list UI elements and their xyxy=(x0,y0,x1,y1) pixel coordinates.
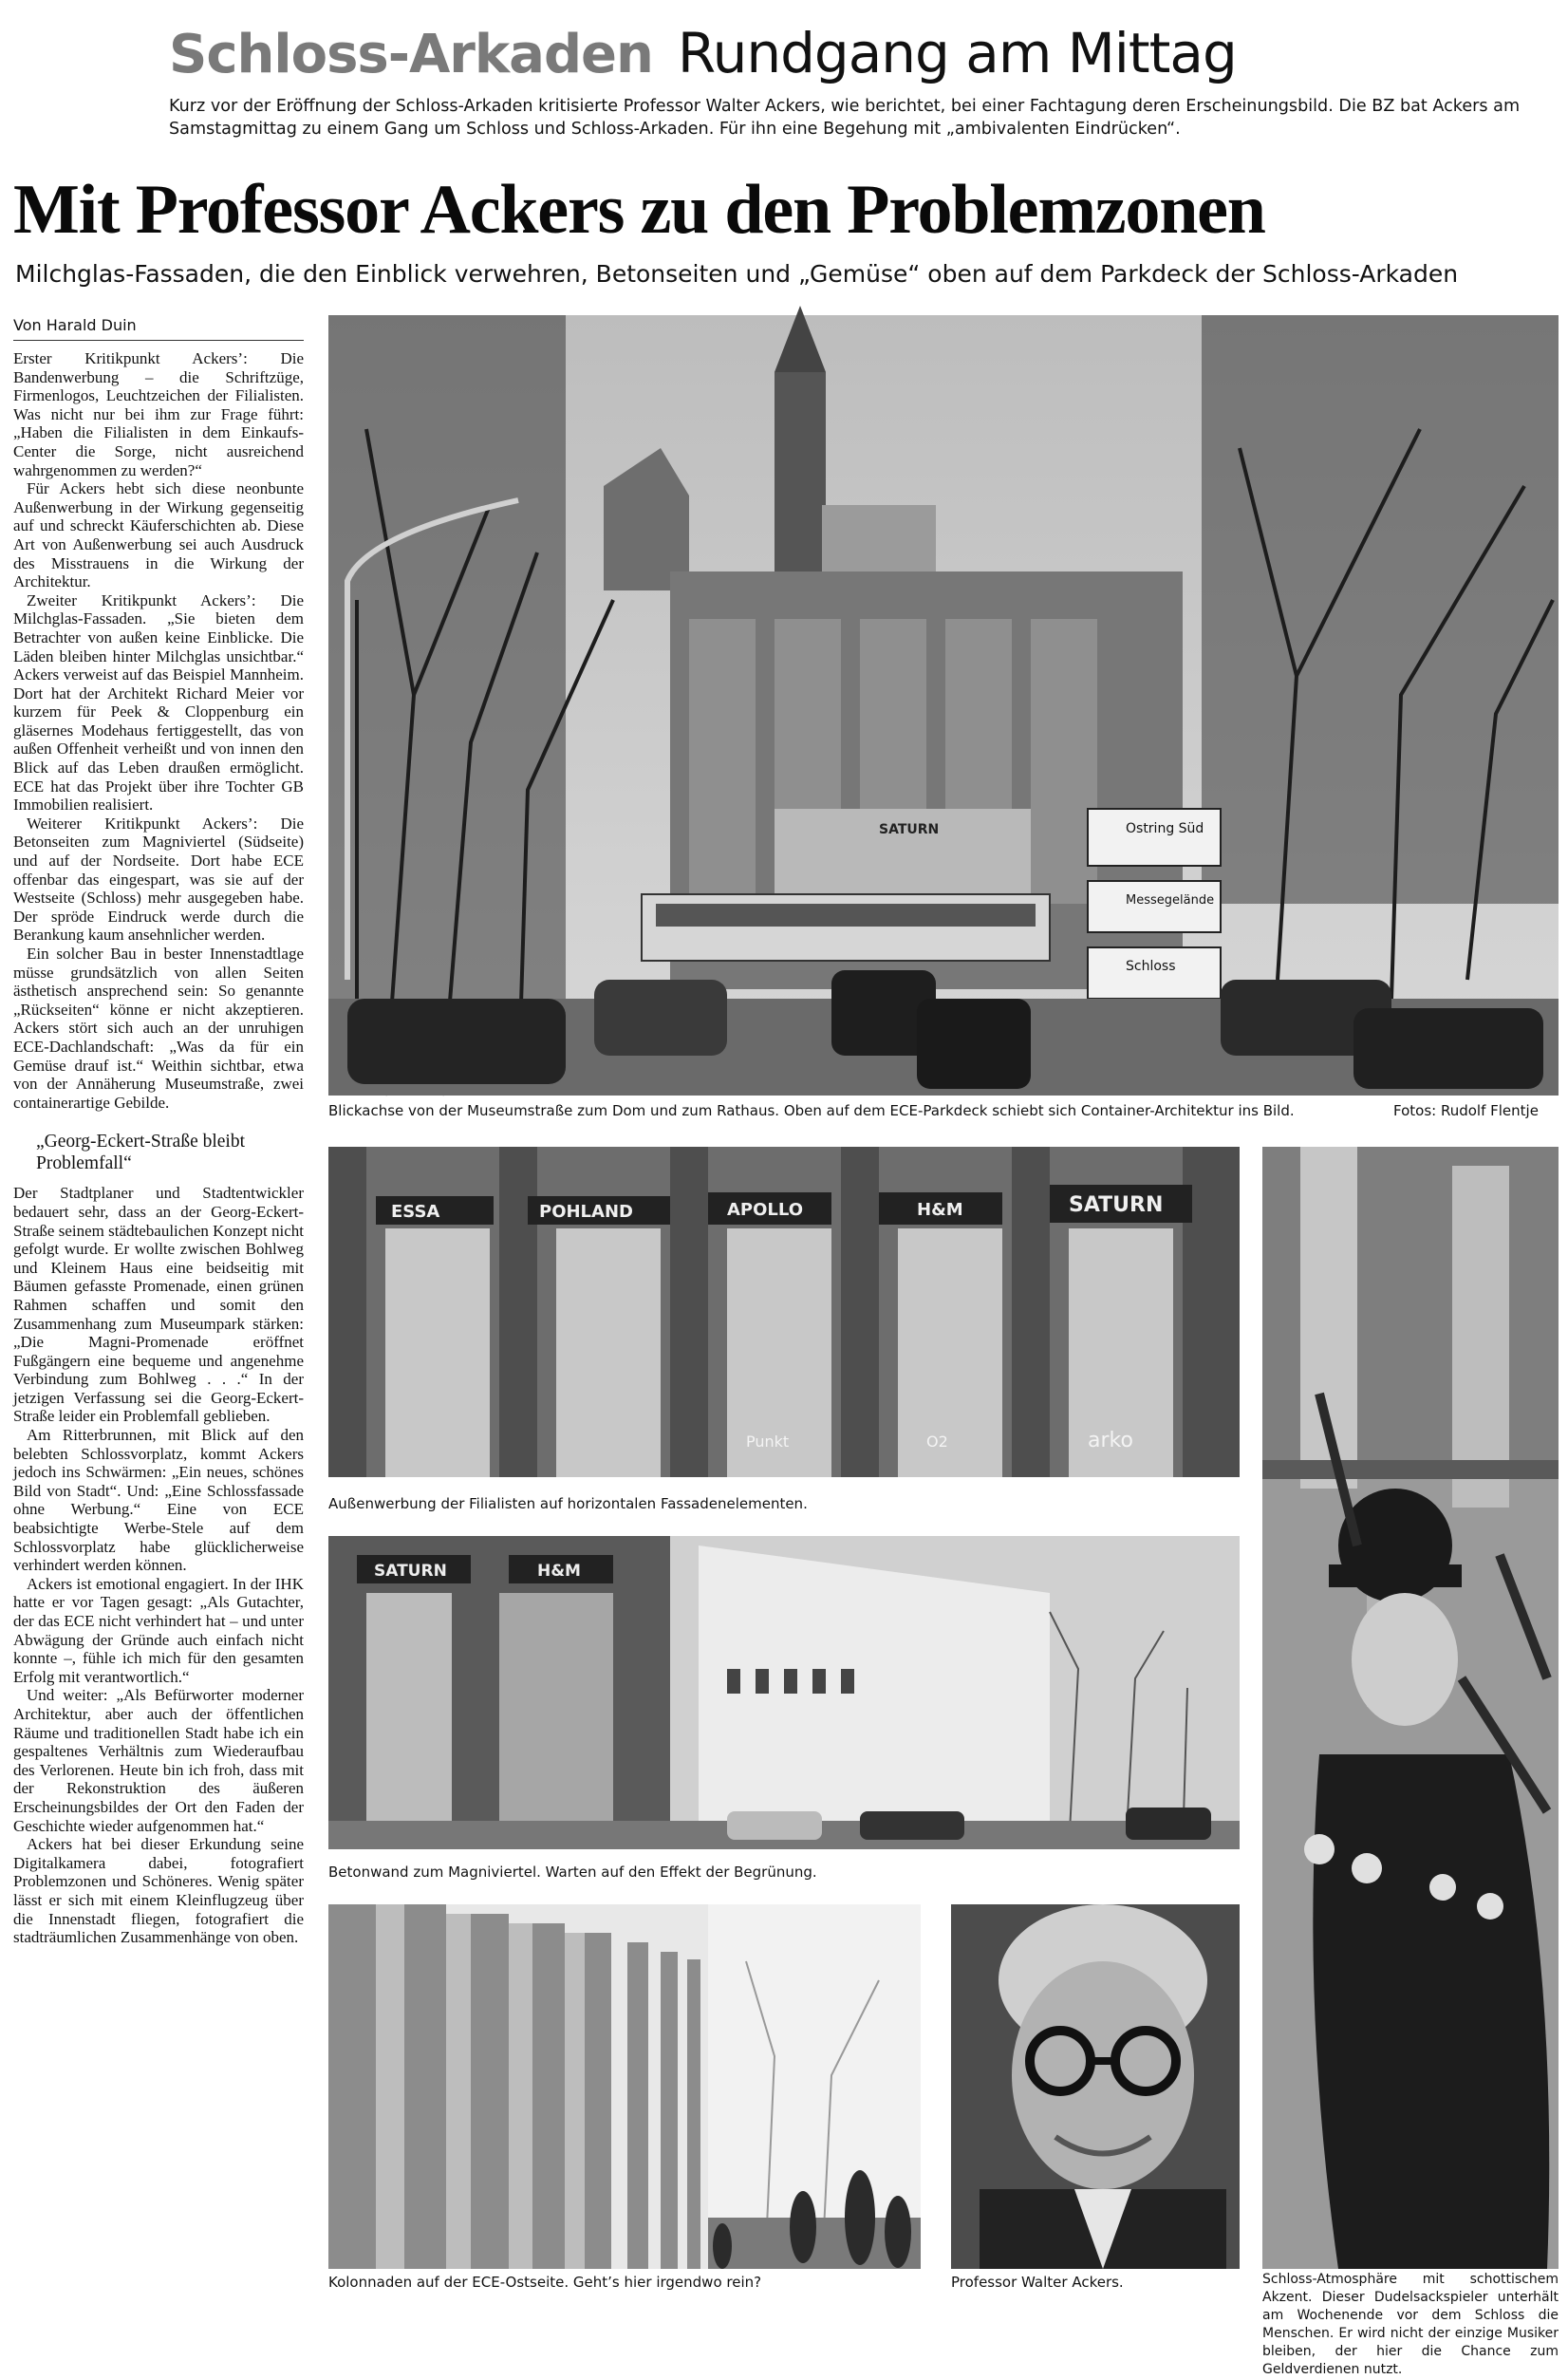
logo-saturn-2: SATURN xyxy=(374,1562,447,1581)
intro-text: Kurz vor der Eröffnung der Schloss-Arkaden kritisierte Professor Walter Ackers, wie berichtet, bei einer Fachtagung deren Erscheinungsbild. Die BZ bat Ackers am Samstagmittag zu einem Gang um Schloss und Schloss-Arkaden. Für ihn eine Begehung mit „ambivalenten Eindrücken“. xyxy=(169,97,1521,139)
article-paragraph: Am Ritterbrunnen, mit Blick auf den belebten Schlossvorplatz, kommt Ackers jedoch ins Schwärmen: „Ein neues, schönes Bild von Stadt“. Und: „Eine Schlossfassade ohne Werbung.“ Eine von ECE beabsichtigte Werbe-Stele auf dem Schlossvorplatz habe glücklicherweise verhindert werden können. xyxy=(13,1426,304,1575)
logo-pohland: POHLAND xyxy=(539,1202,633,1222)
article-subhead: „Georg-Eckert-Straße bleibt Problemfall“ xyxy=(36,1132,246,1174)
photo-main-street xyxy=(328,315,1559,1096)
article-paragraph: Weiterer Kritikpunkt Ackers’: Die Betonseiten zum Magniviertel (Südseite) und auf der Nordseite. Dort habe ECE offenbar das eingespart, was sie auf der Westseite (Schloss) mehr ausgegeben habe. Der spröde Eindruck werde durch die Berankung kaum ansehnlicher werden. xyxy=(13,814,304,945)
photo-bagpiper-caption: Schloss-Atmosphäre mit schottischem Akzent. Dieser Dudelsackspieler unterhält am Wochenende vor dem Schloss die Menschen. Er wird nicht der einzige Musiker bleiben, der hier die Chance zum Geldverdienen nutzt. xyxy=(1262,2272,1559,2377)
article-paragraph: Ein solcher Bau in bester Innenstadtlage müsse grundsätzlich von allen Seiten ästhetisch ansprechend sein: So genannte „Rückseiten“ könne er nicht akzeptieren. Ackers stört sich auch an der unruhigen ECE-Dachlandschaft: „Was da für ein Gemüse drauf ist.“ Weithin sichtbar, etwa von der Annäherung Museumstraße, zwei containerartige Gebilde. xyxy=(13,945,304,1112)
photo-colonnade-caption: Kolonnaden auf der ECE-Ostseite. Geht’s hier irgendwo rein? xyxy=(328,2274,762,2291)
logo-apollo: APOLLO xyxy=(727,1200,804,1220)
section-title: Schloss-Arkaden xyxy=(169,24,653,85)
article-paragraph: Zweiter Kritikpunkt Ackers’: Die Milchglas-Fassaden. „Sie bieten dem Betrachter von außen keine Einblicke. Die Läden bleiben hinter Milchglas unsichtbar.“ Ackers verweist auf das Beispiel Mannheim. Dort hat der Architekt Richard Meier vor kurzem für Peek & Cloppenburg ein gläsernes Modehaus fertiggestellt, das von außen Offenheit verheißt und von innen den Blick auf das Leben draußen ermöglicht. ECE hat das Projekt über ihre Tochter GB Immobilien realisiert. xyxy=(13,590,304,815)
store-sign-saturn: SATURN xyxy=(879,822,940,837)
logo-punkt: Punkt xyxy=(746,1433,790,1451)
article-paragraph: Für Ackers hebt sich diese neonbunte Außenwerbung in der Wirkung gegenseitig auf und schreckt Käuferschichten ab. Diese Art von Außenwerbung sei auch Ausdruck des Misstrauens in die Wirkung der Architektur. xyxy=(13,479,304,591)
sign-messe: Messegelände xyxy=(1126,893,1215,908)
logo-o2: O2 xyxy=(926,1433,948,1451)
photo-bagpiper xyxy=(1262,1147,1559,2269)
section-topic: Rundgang am Mittag xyxy=(677,21,1237,85)
photo-concrete-caption: Betonwand zum Magniviertel. Warten auf den Effekt der Begrünung. xyxy=(328,1864,817,1881)
logo-saturn: SATURN xyxy=(1069,1193,1164,1217)
direction-signs xyxy=(1088,809,1221,999)
sign-ostring: Ostring Süd xyxy=(1126,821,1204,836)
photo-colonnade xyxy=(328,1904,921,2269)
logo-hm-2: H&M xyxy=(537,1562,581,1581)
article-paragraph: Erster Kritikpunkt Ackers’: Die Bandenwerbung – die Schriftzüge, Firmenlogos, Leuchtzeichen der Filialisten. Was nicht nur bei ihm zur Frage führt: „Haben die Filialisten in dem Einkaufs-Center die Sorge, nicht ausreichend wahrgenommen zu werden?“ xyxy=(13,349,304,479)
article-paragraph: Und weiter: „Als Befürworter moderner Architektur, aber auch der öffentlichen Räume und traditionellen Stadt habe ich ein gespaltenes Verhältnis zum Wiederaufbau des Verlorenen. Heute bin ich froh, dass mit der Rekonstruktion des äußeren Erscheinungsbildes der Ort den Faden der Geschichte wieder aufgenommen hat.“ xyxy=(13,1686,304,1835)
article-paragraph: Der Stadtplaner und Stadtentwickler bedauert sehr, dass an der Georg-Eckert-Straße seinem städtebaulichen Konzept nicht gefolgt wurde. Er wollte zwischen Bohlweg und Kleinem Haus eine beidseitig mit Bäumen gefasste Promenade, einen grünen Rahmen schaffen und somit den Zusammenhang zum Museumpark stärken: „Die Magni-Promenade eröffnet Fußgängern eine bequeme und angenehme Verbindung zum Bohlweg . . .“ In der jetzigen Verfassung sei die Georg-Eckert-Straße leider ein Problemfall geblieben. xyxy=(13,1184,304,1426)
logo-hm: H&M xyxy=(917,1200,963,1220)
subheadline: Milchglas-Fassaden, die den Einblick verwehren, Betonseiten und „Gemüse“ oben auf dem Parkdeck der Schloss-Arkaden xyxy=(15,260,1459,288)
photo-portrait-ackers xyxy=(951,1904,1240,2269)
photo-credit: Fotos: Rudolf Flentje xyxy=(1393,1102,1539,1119)
logo-essa: ESSA xyxy=(391,1202,440,1222)
article-body xyxy=(13,349,304,2294)
headline: Mit Professor Ackers zu den Problemzonen xyxy=(13,171,1265,249)
logo-arko: arko xyxy=(1088,1429,1133,1452)
photo-facade xyxy=(328,1147,1240,1477)
sign-schloss: Schloss xyxy=(1126,959,1176,974)
photo-concrete-wall xyxy=(328,1536,1240,1849)
article-paragraph: Ackers hat bei dieser Erkundung seine Digitalkamera dabei, fotografiert Problemzonen und Schöneres. Wenig später lässt er sich mit einem Kleinflugzeug über die Innenstadt fliegen, fotografiert die stadträumlichen Zusammenhänge von oben. xyxy=(13,1835,304,1947)
article-paragraph: Ackers ist emotional engagiert. In der IHK hatte er vor Tagen gesagt: „Als Gutachter, der das ECE nicht verhindert hat – und unter Abwägung der Gründe auch einfach nicht konnte –, fühle ich mich für den gesamten Erfolg mit verantwortlich.“ xyxy=(13,1574,304,1686)
byline: Von Harald Duin xyxy=(13,315,304,341)
photo-facade-caption: Außenwerbung der Filialisten auf horizontalen Fassadenelementen. xyxy=(328,1495,808,1512)
photo-main-caption: Blickachse von der Museumstraße zum Dom und zum Rathaus. Oben auf dem ECE-Parkdeck schiebt sich Container-Architektur ins Bild. xyxy=(328,1102,1295,1119)
photo-portrait-caption: Professor Walter Ackers. xyxy=(951,2274,1124,2291)
section-kicker xyxy=(169,21,1237,89)
